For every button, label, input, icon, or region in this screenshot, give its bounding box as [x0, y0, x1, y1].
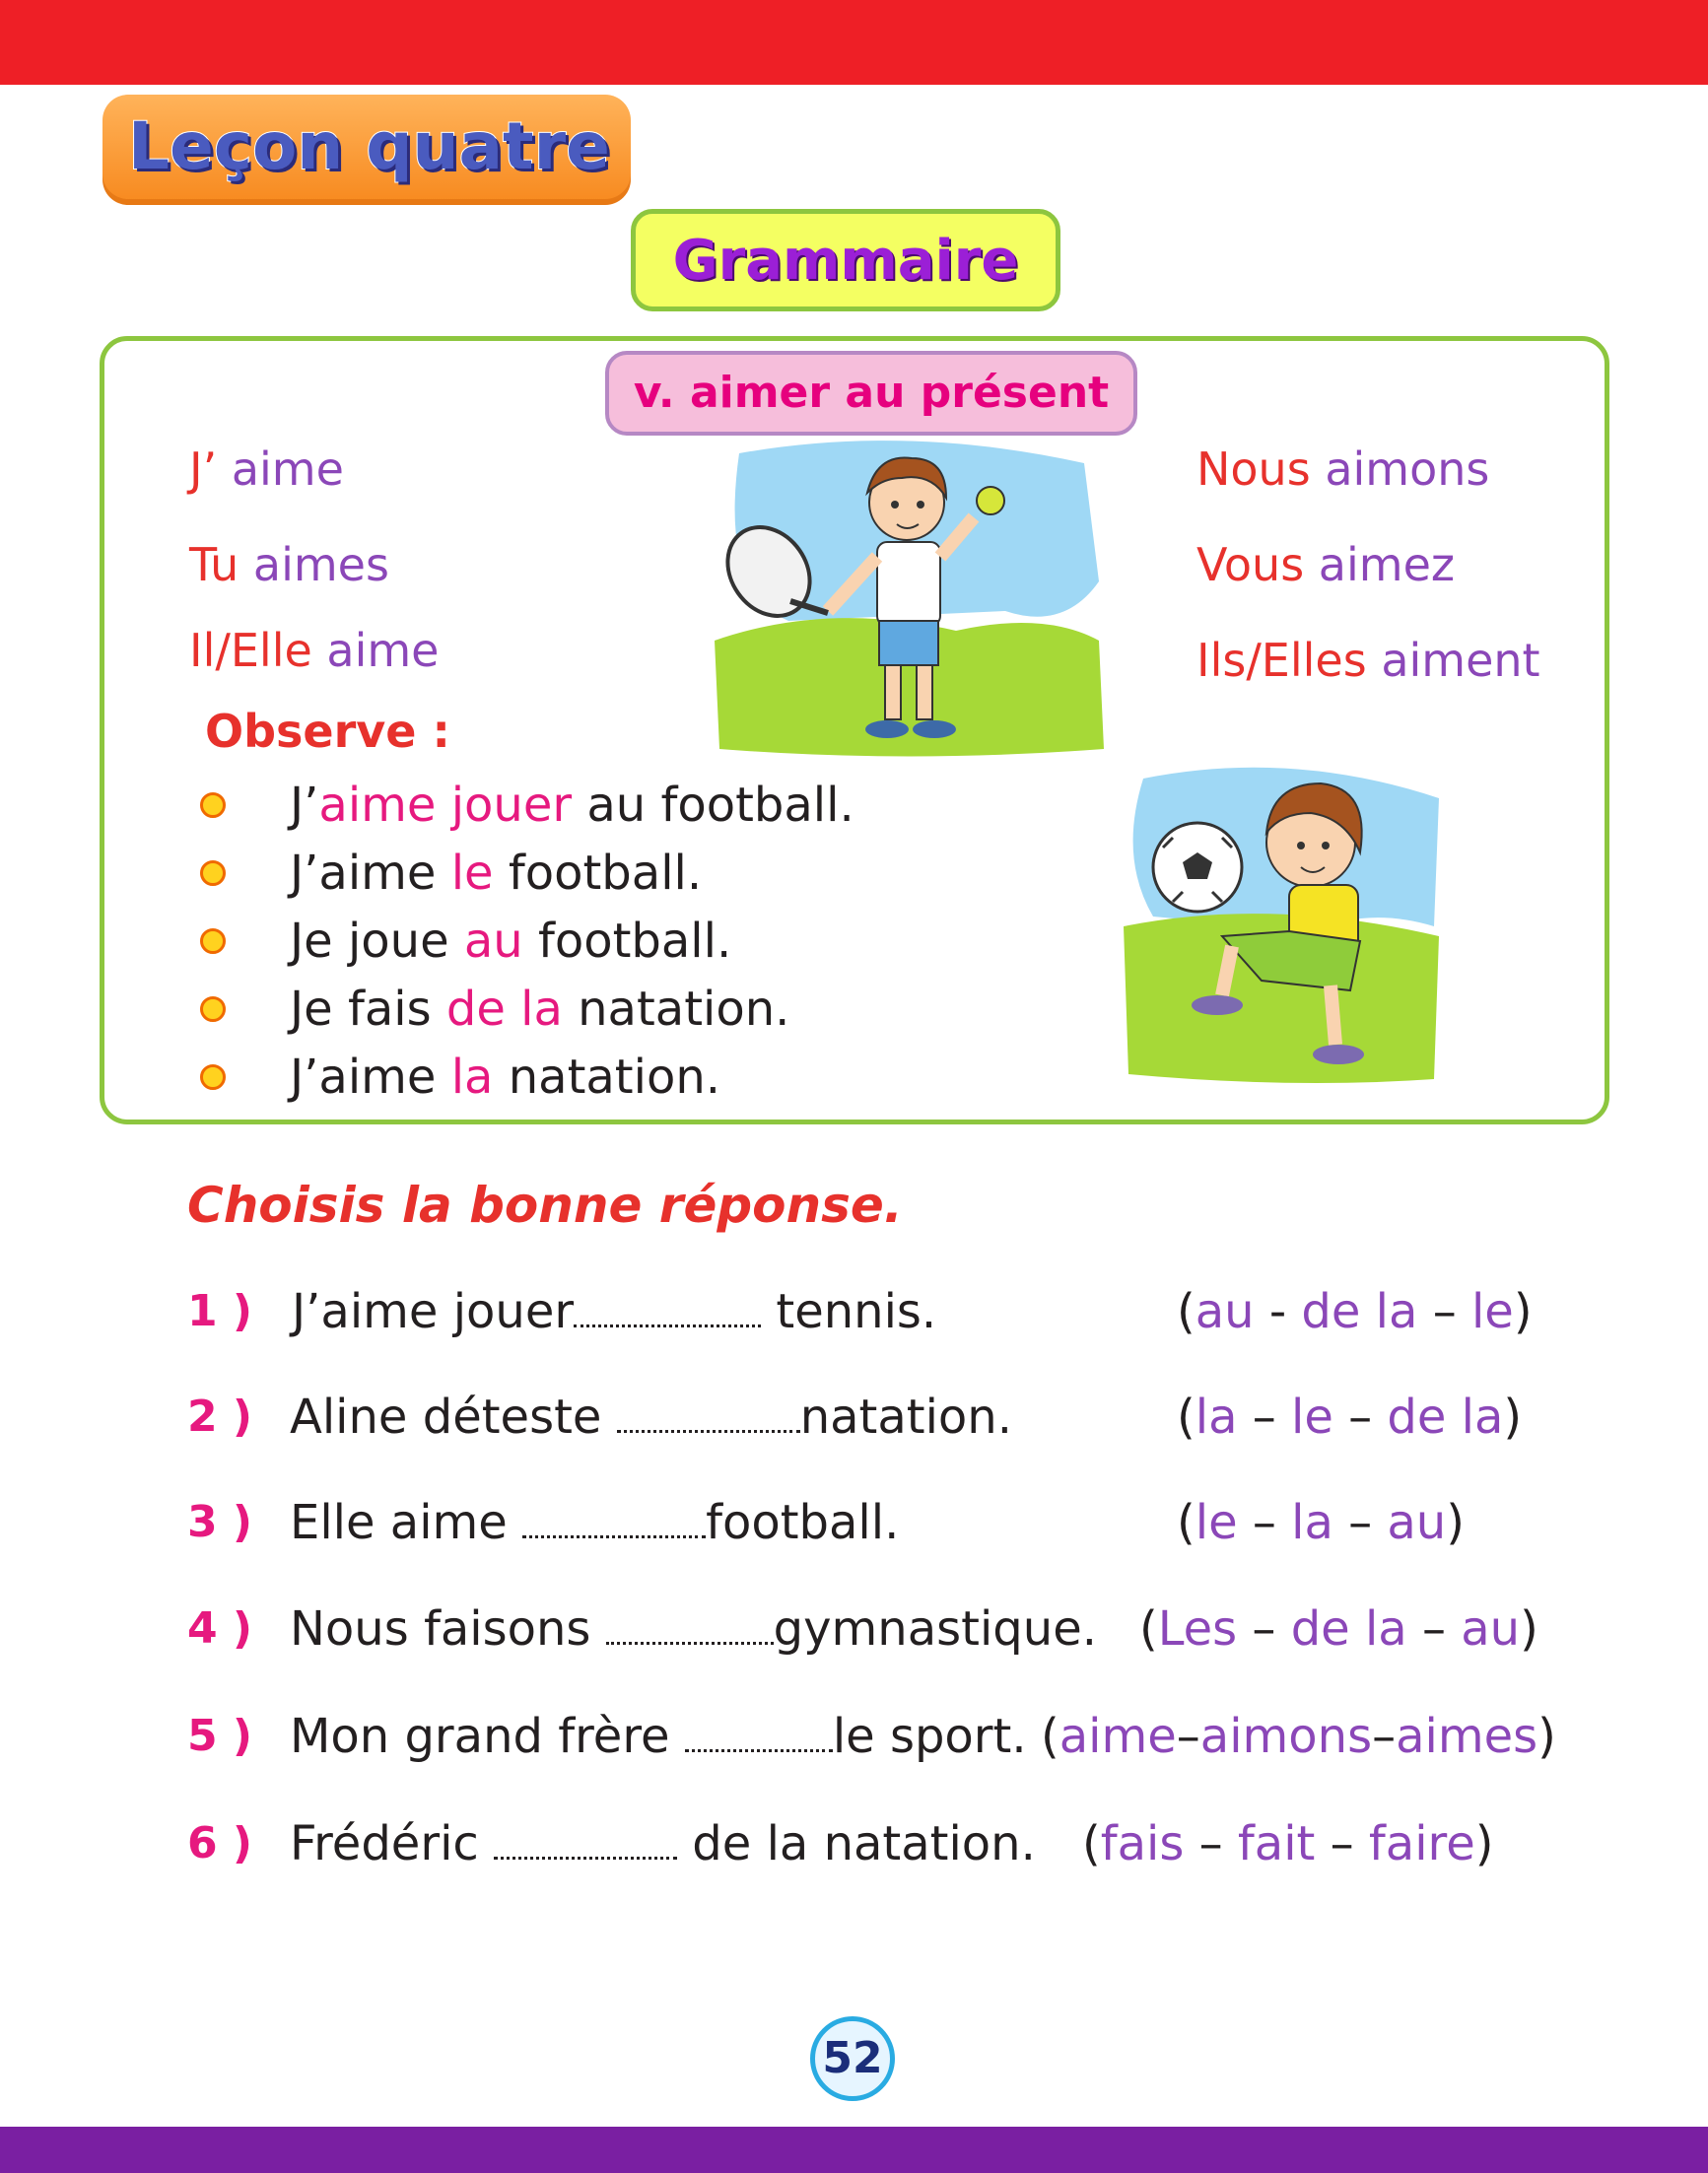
bullet-dot — [200, 792, 226, 818]
conjugation-vous: Vous aimez — [1196, 538, 1456, 591]
exercise-sentence-1: J’aime jouer tennis. — [292, 1284, 937, 1339]
exercise-sentence-4: Nous faisons gymnastique. — [290, 1601, 1097, 1657]
conjugation-je: J’ aime — [189, 442, 344, 496]
example-line-5: J’aime la natation. — [290, 1050, 720, 1105]
lesson-title: Leçon quatre — [128, 108, 610, 184]
observe-label: Observe : — [205, 705, 450, 758]
answer-blank[interactable] — [494, 1817, 677, 1860]
exercise-sentence-3: Elle aime football. — [290, 1495, 900, 1550]
exercise-title: Choisis la bonne réponse. — [187, 1177, 903, 1234]
section-title: Grammaire — [672, 229, 1019, 293]
conjugation-tu: Tu aimes — [189, 538, 389, 591]
answer-blank[interactable] — [574, 1285, 761, 1327]
bullet-dot — [200, 928, 226, 954]
item-number: 1 ) — [187, 1286, 253, 1336]
choices-1: (au - de la – le) — [1177, 1284, 1533, 1339]
answer-blank[interactable] — [606, 1602, 774, 1645]
example-line-4: Je fais de la natation. — [290, 982, 790, 1037]
choices-6: (fais – fait – faire) — [1082, 1816, 1494, 1871]
answer-blank[interactable] — [685, 1710, 833, 1752]
bullet-dot — [200, 1064, 226, 1090]
answer-blank[interactable] — [617, 1391, 800, 1433]
tennis-boy-illustration — [710, 434, 1104, 759]
page-number: 52 — [810, 2016, 895, 2101]
verb-title: v. aimer au présent — [605, 351, 1137, 436]
choices-3: (le – la – au) — [1177, 1495, 1465, 1550]
example-line-3: Je joue au football. — [290, 914, 732, 969]
choices-5: (aime–aimons–aimes) — [1041, 1709, 1556, 1764]
conjugation-ils-elles: Ils/Elles aiment — [1196, 634, 1540, 687]
choices-2: (la – le – de la) — [1177, 1390, 1523, 1445]
football-boy-illustration — [1114, 759, 1449, 1084]
choices-4: (Les – de la – au) — [1139, 1601, 1538, 1657]
item-number: 4 ) — [187, 1603, 253, 1654]
conjugation-il-elle: Il/Elle aime — [189, 624, 440, 677]
exercise-sentence-5: Mon grand frère le sport. — [290, 1709, 1027, 1764]
exercise-sentence-6: Frédéric de la natation. — [290, 1816, 1036, 1871]
bottom-color-bar — [0, 2127, 1708, 2173]
item-number: 3 ) — [187, 1497, 253, 1547]
item-number: 2 ) — [187, 1392, 253, 1442]
answer-blank[interactable] — [522, 1496, 706, 1538]
top-color-bar — [0, 0, 1708, 85]
conjugation-nous: Nous aimons — [1196, 442, 1490, 496]
example-line-1: J’aime jouer au football. — [290, 778, 854, 833]
item-number: 6 ) — [187, 1818, 253, 1868]
bullet-dot — [200, 860, 226, 886]
item-number: 5 ) — [187, 1711, 253, 1761]
example-line-2: J’aime le football. — [290, 846, 703, 901]
bullet-dot — [200, 996, 226, 1022]
exercise-sentence-2: Aline déteste natation. — [290, 1390, 1012, 1445]
